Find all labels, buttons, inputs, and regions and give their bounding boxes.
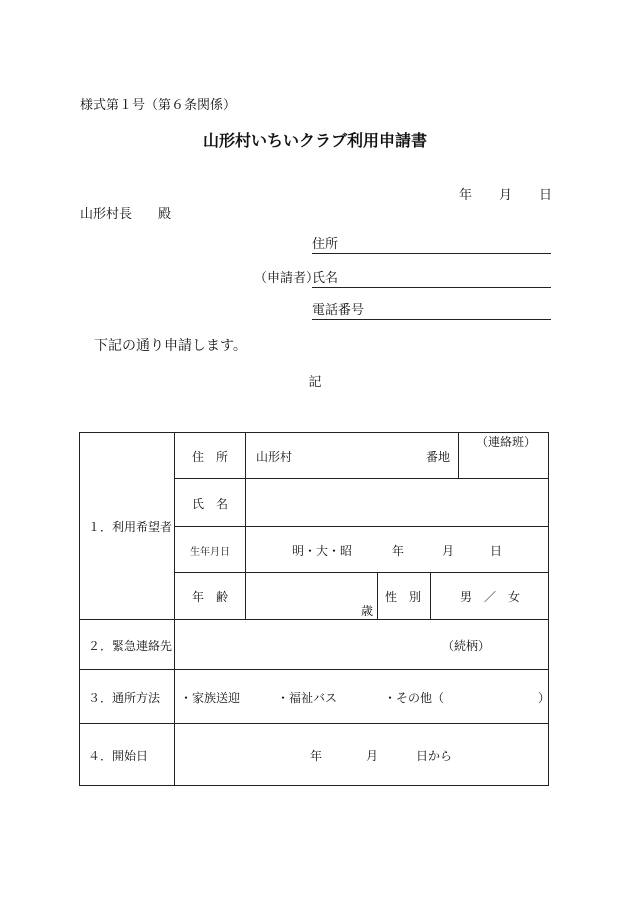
sex-options[interactable]: 男 ／ 女 (460, 590, 521, 604)
application-table (79, 432, 549, 786)
start-month-label: 月 (366, 749, 379, 763)
relation-label: （続柄） (442, 639, 491, 653)
row-label-applicant: １．利用希望者 (88, 520, 173, 534)
document-title: 山形村いちいクラブ利用申請書 (202, 131, 427, 150)
birth-month-label: 月 (442, 544, 455, 558)
age-input[interactable] (246, 573, 376, 619)
start-year-label: 年 (310, 749, 323, 763)
applicant-phone-label: 電話番号 (312, 303, 365, 318)
name-label: 氏 名 (192, 497, 229, 511)
address-label: 住 所 (192, 450, 229, 464)
applicant-name-label: 氏名 (312, 271, 339, 286)
sex-label: 性 別 (385, 590, 422, 604)
emergency-contact-input[interactable] (175, 620, 549, 669)
method-bus-option[interactable]: ・福祉バス (277, 691, 338, 705)
applicant-phone-field[interactable] (312, 299, 551, 320)
address-suffix: 番地 (426, 450, 451, 464)
start-day-label: 日から (416, 749, 453, 763)
row-label-start-date: ４．開始日 (88, 749, 149, 763)
contact-group-input[interactable] (459, 445, 548, 477)
addressee: 山形村長 殿 (80, 207, 172, 222)
method-other-option[interactable]: ・その他（ (384, 691, 445, 705)
applicant-name-field[interactable] (312, 267, 551, 288)
row-divider (174, 526, 549, 527)
row-label-emergency: ２．緊急連絡先 (88, 639, 173, 653)
method-family-option[interactable]: ・家族送迎 (180, 691, 241, 705)
date-day-label: 日 (539, 188, 553, 203)
date-month-label: 月 (499, 188, 513, 203)
age-unit: 歳 (361, 604, 374, 618)
col-divider (430, 572, 431, 619)
row-label-transport: ３．通所方法 (88, 691, 161, 705)
date-year-label: 年 (459, 188, 473, 203)
contact-group-label: （連絡班） (476, 435, 537, 449)
intro-text: 下記の通り申請します。 (94, 338, 247, 354)
row-divider (80, 723, 549, 724)
method-other-close: ） (538, 691, 551, 705)
start-date-input[interactable] (175, 724, 549, 786)
applicant-address-field[interactable] (312, 233, 551, 254)
birth-day-label: 日 (490, 544, 503, 558)
form-number: 様式第１号（第６条関係） (80, 98, 237, 113)
ki-marker: 記 (308, 375, 322, 390)
age-label: 年 齢 (192, 590, 229, 604)
birth-year-label: 年 (392, 544, 405, 558)
row-divider (80, 669, 549, 670)
applicant-label: （申請者） (254, 271, 320, 286)
col-divider (174, 433, 175, 786)
birth-eras: 明・大・昭 (292, 544, 353, 558)
applicant-address-label: 住所 (312, 237, 339, 252)
address-prefix: 山形村 (256, 450, 293, 464)
name-input[interactable] (246, 479, 549, 526)
birth-label: 生年月日 (190, 547, 230, 558)
col-divider (377, 572, 378, 619)
